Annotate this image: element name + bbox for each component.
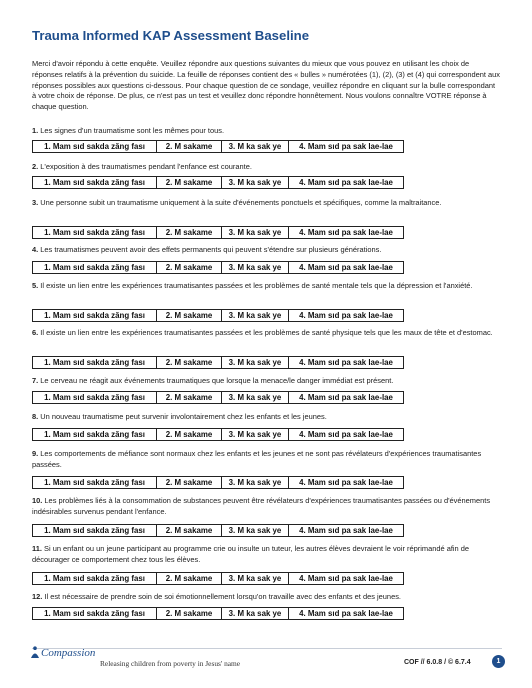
answer-row-7 <box>32 391 404 404</box>
answer-option-1[interactable]: 1. Mam sıd sakda zăng fası <box>44 393 145 402</box>
answer-option-1[interactable]: 1. Mam sıd sakda zăng fası <box>44 526 145 535</box>
answer-option-3[interactable]: 3. M ka sak ye <box>221 608 288 619</box>
answer-row-9 <box>32 476 404 489</box>
answer-option-1[interactable]: 1. Mam sıd sakda zăng fası <box>44 358 145 367</box>
question-text: Une personne subit un traumatisme uniquement à la suite d'événements ponctuels et spécifiques, comme la maltraitance. <box>40 198 442 207</box>
answer-option-4[interactable]: 4. Mam sıd pa sak lae-lae <box>288 227 403 238</box>
answer-option-2[interactable]: 2. M sakame <box>156 310 221 321</box>
answer-option-4[interactable]: 4. Mam sıd pa sak lae-lae <box>288 429 403 440</box>
answer-option-3[interactable]: 3. M ka sak ye <box>221 227 288 238</box>
question-text: Si un enfant ou un jeune participant au programme crie ou insulte un tuteur, les autres élèves devraient le voir réprimandé afin de décourager ce comportement chez tous les élèves. <box>32 544 470 564</box>
answer-option-4[interactable]: 4. Mam sıd pa sak lae-lae <box>288 392 403 403</box>
question-text: Un nouveau traumatisme peut survenir involontairement chez les enfants et les jeunes. <box>40 412 327 421</box>
compassion-logo <box>30 646 95 659</box>
question-number: 4. <box>32 245 39 254</box>
question-text: Les problèmes liés à la consommation de substances peuvent être révélateurs d'expériences traumatisantes passées ou d'événements indésirables survenus pendant l'enfance. <box>32 496 491 516</box>
answer-option-3[interactable]: 3. M ka sak ye <box>221 262 288 273</box>
answer-option-1[interactable]: 1. Mam sıd sakda zăng fası <box>44 142 145 151</box>
question-text: Il est nécessaire de prendre soin de soi émotionnellement lorsqu'on travaille avec des enfants et des jeunes. <box>44 592 401 601</box>
question-number: 1. <box>32 126 39 135</box>
answer-option-4[interactable]: 4. Mam sıd pa sak lae-lae <box>288 357 403 368</box>
answer-option-3[interactable]: 3. M ka sak ye <box>221 392 288 403</box>
question-text: Il existe un lien entre les expériences traumatisantes passées et les problèmes de santé physique tels que les maux de tête et d'estomac. <box>40 328 493 337</box>
page-title: Trauma Informed KAP Assessment Baseline <box>32 28 310 43</box>
answer-option-2[interactable]: 2. M sakame <box>156 392 221 403</box>
question-10 <box>32 496 502 517</box>
answer-option-3[interactable]: 3. M ka sak ye <box>221 573 288 584</box>
question-text: Il existe un lien entre les expériences traumatisantes passées et les problèmes de santé mentale tels que la dépression et l'anxiété. <box>40 281 473 290</box>
question-9 <box>32 449 502 470</box>
question-12 <box>32 592 502 603</box>
question-number: 10. <box>32 496 43 505</box>
answer-row-4 <box>32 261 404 274</box>
question-number: 6. <box>32 328 39 337</box>
answer-row-12 <box>32 607 404 620</box>
document-code: COF // 6.0.8 / © 6.7.4 <box>404 659 471 666</box>
answer-option-1[interactable]: 1. Mam sıd sakda zăng fası <box>44 574 145 583</box>
answer-option-2[interactable]: 2. M sakame <box>156 262 221 273</box>
answer-row-6 <box>32 356 404 369</box>
question-7 <box>32 376 502 387</box>
answer-option-2[interactable]: 2. M sakame <box>156 525 221 536</box>
answer-option-3[interactable]: 3. M ka sak ye <box>221 177 288 188</box>
answer-option-4[interactable]: 4. Mam sıd pa sak lae-lae <box>288 310 403 321</box>
question-5 <box>32 281 502 292</box>
question-number: 3. <box>32 198 39 207</box>
question-text: Les comportements de méfiance sont normaux chez les enfants et les jeunes et ne sont pas révélateurs d'expériences traumatisantes passées. <box>32 449 482 469</box>
question-text: L'exposition à des traumatismes pendant l'enfance est courante. <box>40 162 252 171</box>
question-number: 12. <box>32 592 43 601</box>
answer-option-4[interactable]: 4. Mam sıd pa sak lae-lae <box>288 525 403 536</box>
answer-option-4[interactable]: 4. Mam sıd pa sak lae-lae <box>288 141 403 152</box>
answer-option-3[interactable]: 3. M ka sak ye <box>221 525 288 536</box>
answer-option-1[interactable]: 1. Mam sıd sakda zăng fası <box>44 178 145 187</box>
question-number: 2. <box>32 162 39 171</box>
answer-option-3[interactable]: 3. M ka sak ye <box>221 357 288 368</box>
answer-row-2 <box>32 176 404 189</box>
answer-option-2[interactable]: 2. M sakame <box>156 608 221 619</box>
question-6 <box>32 328 502 339</box>
question-11 <box>32 544 502 565</box>
question-number: 5. <box>32 281 39 290</box>
answer-option-3[interactable]: 3. M ka sak ye <box>221 310 288 321</box>
question-number: 11. <box>32 544 42 553</box>
question-1 <box>32 126 502 137</box>
answer-option-4[interactable]: 4. Mam sıd pa sak lae-lae <box>288 608 403 619</box>
answer-row-5 <box>32 309 404 322</box>
answer-option-2[interactable]: 2. M sakame <box>156 141 221 152</box>
question-text: Les signes d'un traumatisme sont les mêmes pour tous. <box>40 126 225 135</box>
page-number: 1 <box>492 655 505 668</box>
answer-option-2[interactable]: 2. M sakame <box>156 573 221 584</box>
answer-row-10 <box>32 524 404 537</box>
answer-row-8 <box>32 428 404 441</box>
answer-option-2[interactable]: 2. M sakame <box>156 357 221 368</box>
answer-option-1[interactable]: 1. Mam sıd sakda zăng fası <box>44 228 145 237</box>
answer-row-3 <box>32 226 404 239</box>
footer-divider <box>32 648 502 649</box>
answer-option-4[interactable]: 4. Mam sıd pa sak lae-lae <box>288 573 403 584</box>
question-number: 9. <box>32 449 39 458</box>
logo-wordmark: Compassion <box>41 646 96 659</box>
question-text: Les traumatismes peuvent avoir des effets permanents qui peuvent s'étendre sur plusieurs générations. <box>40 245 382 254</box>
answer-option-1[interactable]: 1. Mam sıd sakda zăng fası <box>44 478 145 487</box>
question-2 <box>32 162 502 173</box>
answer-option-1[interactable]: 1. Mam sıd sakda zăng fası <box>44 430 145 439</box>
question-number: 7. <box>32 376 39 385</box>
question-8 <box>32 412 502 423</box>
answer-option-4[interactable]: 4. Mam sıd pa sak lae-lae <box>288 262 403 273</box>
answer-option-4[interactable]: 4. Mam sıd pa sak lae-lae <box>288 477 403 488</box>
answer-option-2[interactable]: 2. M sakame <box>156 429 221 440</box>
answer-row-1 <box>32 140 404 153</box>
figure-logo-icon <box>30 646 40 659</box>
answer-option-3[interactable]: 3. M ka sak ye <box>221 141 288 152</box>
answer-option-2[interactable]: 2. M sakame <box>156 177 221 188</box>
answer-row-11 <box>32 572 404 585</box>
answer-option-3[interactable]: 3. M ka sak ye <box>221 429 288 440</box>
answer-option-2[interactable]: 2. M sakame <box>156 477 221 488</box>
answer-option-1[interactable]: 1. Mam sıd sakda zăng fası <box>44 609 145 618</box>
question-number: 8. <box>32 412 39 421</box>
intro-paragraph: Merci d'avoir répondu à cette enquête. Veuillez répondre aux questions suivantes du mieux que vous pouvez en utilisant les choix de réponses relatifs à la prévention du suicide. La feuille de réponses contient des « bulles » numérotées (1), (2), (3) et (4) qui correspondent aux réponses possibles aux questions ci-dessous. Pour chaque question de ce sondage, veuillez répondre en cliquant sur la bulle correspondant à votre choix de réponse. De plus, ce n'est pas un test et veuillez donc répondre honnêtement. Nous voulons connaître VOTRE réponse à chaque question. <box>32 59 500 112</box>
answer-option-2[interactable]: 2. M sakame <box>156 227 221 238</box>
footer-tagline: Releasing children from poverty in Jesus' name <box>100 659 241 668</box>
question-3 <box>32 198 502 209</box>
answer-option-1[interactable]: 1. Mam sıd sakda zăng fası <box>44 311 145 320</box>
answer-option-3[interactable]: 3. M ka sak ye <box>221 477 288 488</box>
question-4 <box>32 245 502 256</box>
answer-option-1[interactable]: 1. Mam sıd sakda zăng fası <box>44 263 145 272</box>
question-text: Le cerveau ne réagit aux événements traumatiques que lorsque la menace/le danger immédiat est présent. <box>40 376 394 385</box>
answer-option-4[interactable]: 4. Mam sıd pa sak lae-lae <box>288 177 403 188</box>
